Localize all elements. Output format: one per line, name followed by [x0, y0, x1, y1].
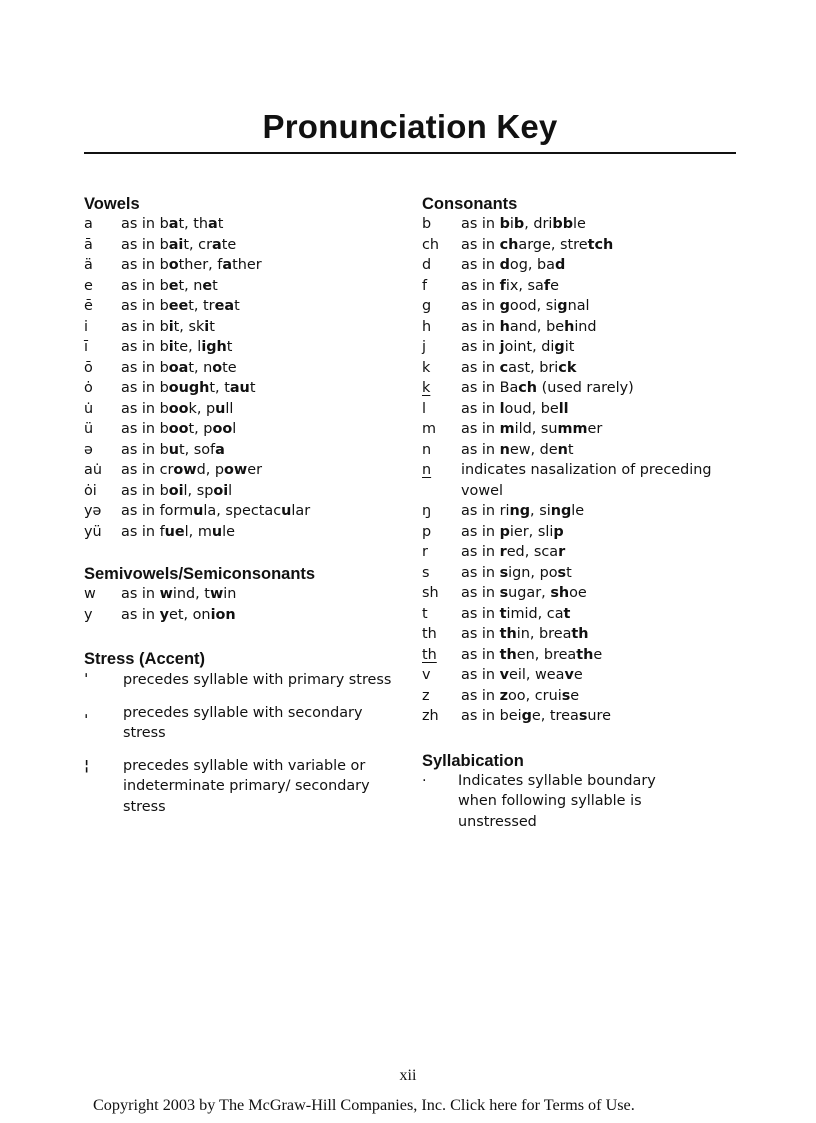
- consonant-entry: [422, 276, 722, 297]
- consonant-symbol: k: [422, 380, 431, 396]
- consonant-example: as in veil, weave: [461, 667, 583, 683]
- consonant-entry: [422, 378, 722, 399]
- consonant-entry: [422, 358, 722, 379]
- stress-entry: [84, 756, 404, 818]
- consonant-symbol: f: [422, 277, 428, 294]
- vowel-example: as in book, pull: [121, 400, 234, 417]
- vowel-entry: [84, 276, 404, 297]
- consonant-example: as in sign, post: [461, 564, 572, 581]
- vowel-entry: [84, 358, 404, 379]
- consonant-example: as in loud, bell: [461, 400, 569, 417]
- consonant-example: as in beige, treasure: [461, 708, 611, 724]
- vowel-entry: [84, 296, 404, 317]
- consonant-entry: [422, 604, 722, 625]
- vowel-symbol: ō: [84, 359, 93, 376]
- consonant-symbol: g: [422, 298, 432, 314]
- consonant-symbol: th: [422, 626, 437, 642]
- consonant-example: as in timid, cat: [461, 605, 571, 622]
- syllabication-entry: [422, 771, 722, 833]
- vowel-entry: [84, 317, 404, 338]
- vowel-example: as in boat, note: [121, 359, 237, 376]
- vowel-symbol: i: [84, 318, 88, 335]
- vowel-symbol: a: [84, 216, 93, 232]
- consonant-symbol: zh: [422, 708, 439, 724]
- consonant-symbol: j: [422, 339, 426, 355]
- consonant-symbol: d: [422, 257, 432, 273]
- stress-entry: [84, 703, 404, 744]
- consonant-entry: [422, 235, 722, 256]
- semivowels-heading: Semivowels/Semiconsonants: [84, 565, 316, 583]
- semivowel-symbol: y: [84, 606, 93, 623]
- consonant-entry: [422, 624, 722, 645]
- stress-mark: ˈ: [84, 672, 89, 688]
- vowel-symbol: ȯ: [84, 380, 93, 396]
- consonant-symbol: z: [422, 687, 430, 704]
- semivowel-example: as in yet, onion: [121, 606, 236, 623]
- vowel-symbol: ä: [84, 257, 93, 273]
- consonant-example: indicates nasalization of preceding vowel: [461, 462, 712, 499]
- consonant-symbol: l: [422, 400, 426, 417]
- consonant-symbol: sh: [422, 585, 439, 601]
- stress-description: precedes syllable with primary stress: [123, 672, 392, 688]
- semivowel-example: as in wind, twin: [121, 586, 237, 602]
- page-title: Pronunciation Key: [262, 108, 558, 145]
- consonant-example: as in then, breathe: [461, 646, 603, 663]
- vowel-symbol: e: [84, 277, 93, 294]
- consonant-example: as in dog, bad: [461, 257, 566, 273]
- consonant-example: as in hand, behind: [461, 318, 597, 335]
- title-rule: [84, 152, 736, 154]
- consonant-symbol: s: [422, 564, 430, 581]
- vowel-entry: [84, 214, 404, 235]
- vowel-example: as in bait, crate: [121, 236, 237, 253]
- vowel-example: as in bite, light: [121, 339, 233, 355]
- page-number: xii: [399, 1067, 417, 1084]
- vowel-entry: [84, 522, 404, 543]
- consonant-entry: [422, 583, 722, 604]
- vowel-example: as in formula, spectacular: [121, 503, 311, 519]
- semivowel-symbol: w: [84, 586, 96, 602]
- vowels-heading: Vowels: [84, 195, 140, 213]
- stress-entry: [84, 670, 404, 691]
- vowel-symbol: ī: [84, 339, 88, 355]
- vowel-symbol: yə: [84, 503, 102, 519]
- consonant-entry: [422, 501, 722, 522]
- vowel-entry: [84, 337, 404, 358]
- consonant-symbol: r: [422, 544, 428, 560]
- consonant-example: as in zoo, cruise: [461, 687, 580, 704]
- consonant-example: as in Bach (used rarely): [461, 380, 634, 396]
- syllable-boundary-mark: ·: [422, 772, 427, 789]
- vowel-symbol: au̇: [84, 462, 102, 478]
- consonant-entry: [422, 255, 722, 276]
- consonant-example: as in joint, digit: [461, 339, 575, 355]
- vowel-example: as in bet, net: [121, 277, 218, 294]
- vowel-entry: [84, 460, 404, 481]
- consonant-example: as in thin, breath: [461, 626, 589, 642]
- consonant-example: as in charge, stretch: [461, 236, 614, 253]
- consonant-entry: [422, 645, 722, 666]
- copyright-notice[interactable]: Copyright 2003 by The McGraw-Hill Companies, Inc. Click here for Terms of Use.: [93, 1096, 635, 1114]
- vowel-symbol: yü: [84, 523, 102, 540]
- vowel-example: as in bought, taut: [121, 380, 256, 396]
- consonant-entry: [422, 419, 722, 440]
- consonant-symbol: m: [422, 421, 437, 437]
- consonant-entry: [422, 460, 722, 501]
- vowel-entry: [84, 255, 404, 276]
- vowel-example: as in bother, father: [121, 257, 262, 273]
- consonant-example: as in ring, single: [461, 503, 585, 519]
- vowel-entry: [84, 378, 404, 399]
- stress-description: precedes syllable with secondary stress: [123, 704, 363, 741]
- consonant-example: as in red, scar: [461, 544, 566, 560]
- vowel-example: as in but, sofa: [121, 441, 225, 458]
- consonant-symbol: ŋ: [422, 503, 432, 519]
- consonant-entry: [422, 665, 722, 686]
- syllabication-description: Indicates syllable boundary when following syllable is unstressed: [458, 772, 656, 830]
- consonant-symbol: n: [422, 462, 432, 478]
- consonant-symbol: h: [422, 318, 432, 335]
- consonant-symbol: p: [422, 523, 432, 540]
- vowel-example: as in crowd, power: [121, 462, 262, 478]
- consonant-symbol: ch: [422, 236, 440, 253]
- consonant-symbol: n: [422, 441, 432, 458]
- vowel-example: as in fuel, mule: [121, 523, 235, 540]
- vowel-symbol: ā: [84, 236, 93, 253]
- vowel-example: as in boot, pool: [121, 421, 237, 437]
- consonants-list: [422, 214, 722, 727]
- consonant-symbol: t: [422, 605, 428, 622]
- vowel-symbol: ȯi: [84, 482, 97, 499]
- consonant-symbol: th: [422, 646, 437, 663]
- left-column: [84, 194, 404, 817]
- consonant-example: as in new, dent: [461, 441, 574, 458]
- semivowel-entry: [84, 584, 404, 605]
- vowel-symbol: ē: [84, 298, 93, 314]
- vowel-symbol: ə: [84, 441, 93, 458]
- consonant-entry: [422, 337, 722, 358]
- consonant-example: as in cast, brick: [461, 359, 577, 376]
- consonant-entry: [422, 399, 722, 420]
- semivowels-list: [84, 584, 404, 625]
- consonant-entry: [422, 296, 722, 317]
- stress-list: [84, 670, 404, 817]
- consonant-entry: [422, 214, 722, 235]
- stress-mark: ¦: [84, 757, 90, 774]
- consonant-entry: [422, 542, 722, 563]
- consonant-example: as in mild, summer: [461, 421, 603, 437]
- vowel-entry: [84, 501, 404, 522]
- consonant-example: as in fix, safe: [461, 277, 559, 294]
- vowel-example: as in bat, that: [121, 216, 224, 232]
- vowel-example: as in beet, treat: [121, 298, 240, 314]
- consonant-entry: [422, 522, 722, 543]
- vowels-list: [84, 214, 404, 542]
- consonant-entry: [422, 706, 722, 727]
- stress-mark: ˌ: [84, 704, 89, 721]
- consonant-entry: [422, 440, 722, 461]
- vowel-entry: [84, 481, 404, 502]
- vowel-entry: [84, 419, 404, 440]
- consonants-heading: Consonants: [422, 195, 518, 213]
- vowel-symbol: u̇: [84, 400, 94, 417]
- right-column: [422, 194, 722, 832]
- vowel-entry: [84, 440, 404, 461]
- vowel-example: as in boil, spoil: [121, 482, 233, 499]
- consonant-entry: [422, 686, 722, 707]
- vowel-symbol: ü: [84, 421, 94, 437]
- consonant-example: as in pier, slip: [461, 523, 564, 540]
- syllabication-heading: Syllabication: [422, 751, 524, 770]
- consonant-example: as in bib, dribble: [461, 216, 586, 232]
- semivowel-entry: [84, 605, 404, 626]
- vowel-example: as in bit, skit: [121, 318, 215, 335]
- consonant-example: as in sugar, shoe: [461, 585, 587, 601]
- stress-heading: Stress (Accent): [84, 650, 206, 668]
- consonant-entry: [422, 563, 722, 584]
- stress-description: precedes syllable with variable or indeterminate primary/ secondary stress: [123, 757, 370, 815]
- consonant-symbol: v: [422, 667, 431, 683]
- vowel-entry: [84, 399, 404, 420]
- consonant-example: as in good, signal: [461, 298, 590, 314]
- consonant-symbol: k: [422, 359, 431, 376]
- vowel-entry: [84, 235, 404, 256]
- consonant-symbol: b: [422, 216, 432, 232]
- consonant-entry: [422, 317, 722, 338]
